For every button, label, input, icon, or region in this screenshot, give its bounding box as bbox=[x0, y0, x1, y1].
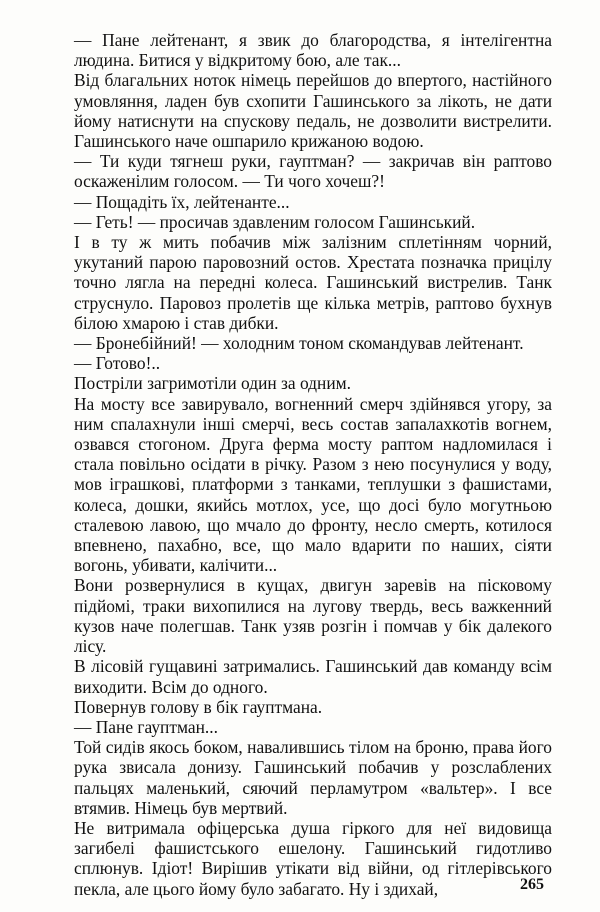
paragraph: Від благальних ноток німець перейшов до впертого, настійного умовляння, ладен був схопити Гашинського за лікоть, не дати йому натиснути на спускову педаль, не дозволити вистрелити. Гашинського наче ошпарило крижаною водою. bbox=[74, 70, 552, 152]
paragraph: — Бронебійний! — холодним тоном скомандував лейтенант. bbox=[74, 333, 524, 354]
paragraph: Не витримала офіцерська душа гіркого для неї видовища загибелі фашистського ешелону. Гашинський гидотливо сплюнув. Ідіот! Вирішив утікати від війни, од гітлерівського пекла, але цього йому було забагато. Ну і здихай, bbox=[74, 817, 552, 899]
paragraph: — Готово!.. bbox=[74, 353, 161, 374]
paragraph: — Пощадіть їх, лейтенанте... bbox=[74, 191, 290, 212]
paragraph: Вони розвернулися в кущах, двигун заревів на пісковому підйомі, траки вихопилися на лугову твердь, весь важкенний кузов наче полегшав. Танк узяв розгін і помчав у бік далекого лісу. bbox=[74, 575, 552, 657]
paragraph: На мосту все завирувало, вогненний смерч здійнявся угору, за ним спалахнули інші смерчі, весь состав запалахкотів вогнем, озвався стогоном. Друга ферма мосту раптом надломилася і стала повільно осідати в річку. Разом з нею посунулися у воду, мов іграшкові, платформи з танками, теплушки з фашистами, колеса, дошки, якийсь мотлох, усе, що досі було могутньою сталевою лавою, що мчало до фронту, несло смерть, котилося впевнено, пахабно, все, що мало вдарити по наших, сіяти вогонь, убивати, калічити... bbox=[74, 393, 552, 576]
paragraph: — Геть! — просичав здавленим голосом Гашинський. bbox=[74, 211, 476, 232]
paragraph: — Пане лейтенант, я звик до благородства, я інтелігентна людина. Битися у відкритому бою, але так... bbox=[74, 30, 552, 71]
paragraph: Повернув голову в бік гауптмана. bbox=[74, 696, 323, 717]
paragraph: Той сидів якось боком, навалившись тілом на броню, права його рука звисала донизу. Гашинський побачив у розслаблених пальцях маленький, сяючий перламутром «вальтер». І все втямив. Німець був мертвий. bbox=[74, 737, 552, 818]
paragraph: І в ту ж мить побачив між залізним сплетінням чорний, укутаний парою паровозний остов. Хрестата позначка прицілу точно лягла на передні колеса. Гашинський вистрелив. Танк струснуло. Паровоз пролетів ще кілька метрів, раптово бухнув білою хмарою і став дибки. bbox=[74, 232, 552, 333]
body-text bbox=[74, 30, 552, 899]
paragraph: — Пане гауптман... bbox=[74, 716, 218, 737]
paragraph: В лісовій гущавині затримались. Гашинський дав команду всім виходити. Всім до одного. bbox=[74, 656, 552, 697]
paragraph: Постріли загримотіли один за одним. bbox=[74, 373, 351, 394]
page-number: 265 bbox=[520, 876, 544, 893]
paragraph: — Ти куди тягнеш руки, гауптман? — закричав він раптово оскаженілим голосом. — Ти чого хочеш?! bbox=[74, 151, 552, 192]
